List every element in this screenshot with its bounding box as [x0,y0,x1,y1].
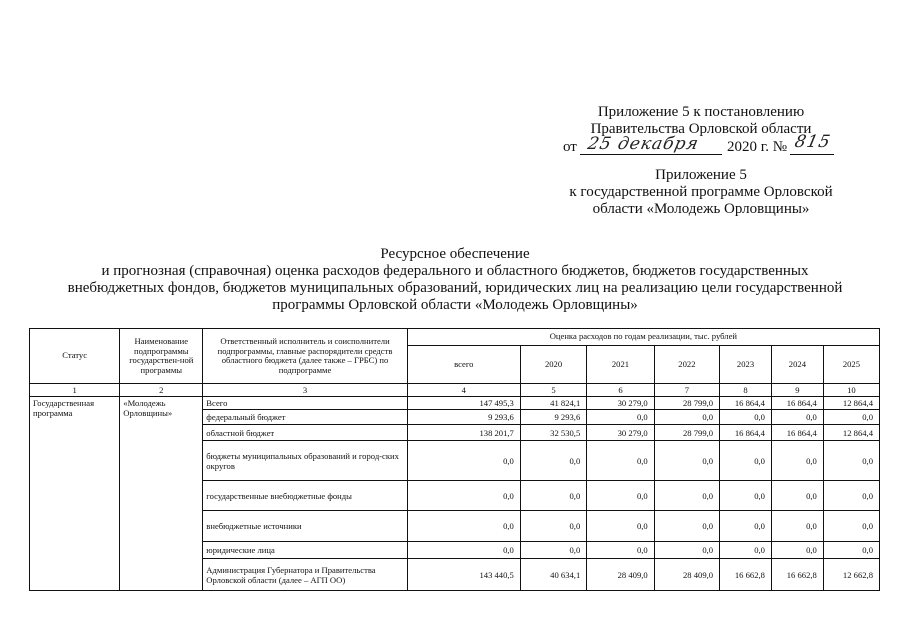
row-value: 0,0 [520,511,586,542]
row-value: 28 799,0 [654,397,719,410]
row-label: бюджеты муниципальных образований и город-ских округов [203,441,407,481]
date-handwritten: 25 декабря [585,134,701,154]
row-total: 0,0 [407,481,520,511]
row-value: 0,0 [520,441,586,481]
header-line-5: к государственной программе Орловской [569,184,833,200]
resource-table [29,328,880,591]
column-number: 4 [407,384,520,397]
row-value: 0,0 [771,511,823,542]
row-total: 0,0 [407,542,520,559]
row-label: федеральный бюджет [203,410,407,425]
row-total: 9 293,6 [407,410,520,425]
col-header-status: Статус [30,329,120,384]
row-value: 0,0 [654,542,719,559]
row-value: 30 279,0 [587,425,654,441]
row-value: 0,0 [520,481,586,511]
row-value: 28 799,0 [654,425,719,441]
row-value: 0,0 [654,511,719,542]
row-value: 0,0 [771,542,823,559]
column-number-row [30,384,880,397]
row-value: 0,0 [823,481,879,511]
date-underline [580,154,722,155]
col-header-responsible: Ответственный исполнитель и соисполнители подпрограммы, главные распорядители средств областного бюджета (далее также – ГРБС) по подпрограмме [203,329,407,384]
row-total: 147 495,3 [407,397,520,410]
row-value: 0,0 [654,410,719,425]
number-handwritten: 815 [792,132,833,152]
row-value: 0,0 [823,542,879,559]
row-value: 0,0 [587,481,654,511]
row-value: 16 864,4 [771,425,823,441]
row-value: 0,0 [771,481,823,511]
number-underline [790,154,834,155]
row-total: 143 440,5 [407,559,520,591]
row-value: 41 824,1 [520,397,586,410]
program-name-cell: «Молодежь Орловщины» [120,397,203,591]
row-value: 0,0 [720,511,772,542]
row-value: 0,0 [771,410,823,425]
document-title-line-4: программы Орловской области «Молодежь Орловщины» [272,297,638,313]
row-label: внебюджетные источники [203,511,407,542]
row-value: 30 279,0 [587,397,654,410]
col-header-subprogram: Наименование подпрограммы государствен-ной программы [120,329,203,384]
row-value: 12 864,4 [823,425,879,441]
row-value: 12 864,4 [823,397,879,410]
row-value: 0,0 [823,410,879,425]
col-header-year: 2020 [520,346,586,384]
column-number: 2 [120,384,203,397]
row-value: 0,0 [720,542,772,559]
header-line-4: Приложение 5 [655,167,747,183]
row-value: 0,0 [587,441,654,481]
col-header-year: 2021 [587,346,654,384]
row-label: юридические лица [203,542,407,559]
row-value: 40 634,1 [520,559,586,591]
column-number: 1 [30,384,120,397]
column-number: 10 [823,384,879,397]
row-value: 0,0 [823,511,879,542]
row-value: 16 864,4 [720,425,772,441]
col-header-total: всего [407,346,520,384]
col-header-year: 2024 [771,346,823,384]
header-date-suffix: 2020 г. № [727,139,788,155]
row-value: 0,0 [654,441,719,481]
row-value: 9 293,6 [520,410,586,425]
row-value: 0,0 [587,410,654,425]
column-number: 3 [203,384,407,397]
row-value: 32 530,5 [520,425,586,441]
column-number: 6 [587,384,654,397]
header-line-6: области «Молодежь Орловщины» [592,201,810,217]
document-title-line-3: внебюджетных фондов, бюджетов муниципальных образований, юридических лиц на реализацию цели государственной [67,280,843,296]
document-title-line-2: и прогнозная (справочная) оценка расходов федерального и областного бюджетов, бюджетов государственных [101,263,809,279]
col-header-year: 2025 [823,346,879,384]
col-header-estimate: Оценка расходов по годам реализации, тыс. рублей [407,329,879,346]
row-value: 0,0 [720,410,772,425]
row-value: 16 864,4 [771,397,823,410]
row-label: областной бюджет [203,425,407,441]
row-value: 0,0 [587,542,654,559]
row-total: 0,0 [407,441,520,481]
row-value: 0,0 [520,542,586,559]
header-date-prefix: от [563,139,577,155]
row-value: 28 409,0 [654,559,719,591]
column-number: 5 [520,384,586,397]
row-value: 0,0 [823,441,879,481]
column-number: 7 [654,384,719,397]
row-value: 12 662,8 [823,559,879,591]
column-number: 8 [720,384,772,397]
header-line-2: Правительства Орловской области [590,121,812,137]
row-total: 0,0 [407,511,520,542]
row-total: 138 201,7 [407,425,520,441]
row-value: 0,0 [654,481,719,511]
row-value: 0,0 [771,441,823,481]
row-label: государственные внебюджетные фонды [203,481,407,511]
row-value: 16 662,8 [720,559,772,591]
col-header-year: 2023 [720,346,772,384]
row-label: Всего [203,397,407,410]
column-number: 9 [771,384,823,397]
row-value: 16 662,8 [771,559,823,591]
row-value: 16 864,4 [720,397,772,410]
col-header-year: 2022 [654,346,719,384]
row-label: Администрация Губернатора и Правительства Орловской области (далее – АГП ОО) [203,559,407,591]
table-row [30,397,880,410]
row-value: 28 409,0 [587,559,654,591]
row-value: 0,0 [720,481,772,511]
row-value: 0,0 [587,511,654,542]
status-cell: Государственная программа [30,397,120,591]
document-title-line-1: Ресурсное обеспечение [380,246,530,262]
row-value: 0,0 [720,441,772,481]
header-line-1: Приложение 5 к постановлению [597,104,805,120]
